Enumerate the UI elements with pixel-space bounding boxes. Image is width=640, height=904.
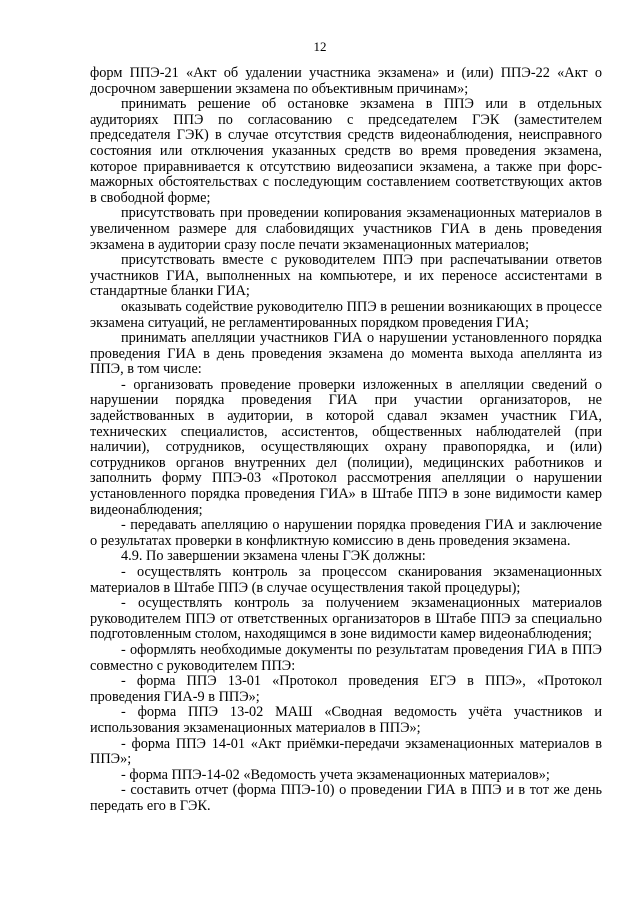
body-paragraph: - организовать проведение проверки изложенных в апелляции сведений о нарушении порядка проведения ГИА при участии организаторов, не задействованных в аудитории, в которой сдавал экзамен участник ГИА, технических специалистов, ассистентов, общественных наблюдателей (при наличии), сотрудников, осуществляющих охрану правопорядка, и (или) сотрудников органов внутренних дел (полиции), медицинских работников и заполнить форму ППЭ-03 «Протокол рассмотрения апелляции о нарушении установленного порядка проведения ГИА» в Штабе ППЭ в зоне видимости камер видеонаблюдения; — [90, 376, 602, 518]
body-paragraph: - составить отчет (форма ППЭ-10) о проведении ГИА в ППЭ и в тот же день передать его в ГЭК. — [90, 782, 602, 814]
body-paragraph: оказывать содействие руководителю ППЭ в решении возникающих в процессе экзамена ситуаций, не регламентированных порядком проведения ГИА; — [90, 298, 602, 331]
body-paragraph: присутствовать при проведении копирования экзаменационных материалов в увеличенном размере для слабовидящих участников ГИА в день проведения экзамена в аудитории сразу после печати экзаменационных материалов; — [90, 205, 602, 253]
body-paragraph: присутствовать вместе с руководителем ППЭ при распечатывании ответов участников ГИА, выполненных на компьютере, и их переносе ассистентами в стандартные бланки ГИА; — [90, 252, 602, 300]
body-paragraph: принимать решение об остановке экзамена в ППЭ или в отдельных аудиториях ППЭ по согласованию с председателем ГЭК (заместителем председателя ГЭК) в случае отсутствия средств видеонаблюдения, неисправного состояния или отключения указанных средств во время проведения экзамена, которое приравнивается к отсутствию видеозаписи экзамена, а также при форс-мажорных обстоятельствах с последующим составлением соответствующих актов в свободной форме; — [90, 96, 602, 206]
body-paragraph: - осуществлять контроль за получением экзаменационных материалов руководителем ППЭ от ответственных организаторов в Штабе ППЭ за специально подготовленным столом, находящимся в зоне видимости камер видеонаблюдения; — [90, 595, 602, 643]
document-body — [90, 66, 602, 815]
body-paragraph: форм ППЭ-21 «Акт об удалении участника экзамена» и (или) ППЭ-22 «Акт о досрочном завершении экзамена по объективным причинам»; — [90, 65, 602, 97]
page-number: 12 — [313, 39, 327, 54]
body-paragraph: принимать апелляции участников ГИА о нарушении установленного порядка проведения ГИА в день проведения экзамена до момента выхода апеллянта из ППЭ, в том числе: — [90, 330, 602, 378]
body-paragraph: - передавать апелляцию о нарушении порядка проведения ГИА и заключение о результатах проверки в конфликтную комиссию в день проведения экзамена. — [90, 517, 602, 549]
body-paragraph: - форма ППЭ 13-01 «Протокол проведения ЕГЭ в ППЭ», «Протокол проведения ГИА-9 в ППЭ»; — [90, 673, 602, 705]
body-paragraph: - форма ППЭ-14-02 «Ведомость учета экзаменационных материалов»; — [121, 766, 550, 783]
body-paragraph: - форма ППЭ 13-02 МАШ «Сводная ведомость учёта участников и использования экзаменационных материалов в ППЭ»; — [90, 704, 602, 736]
body-paragraph: 4.9. По завершении экзамена члены ГЭК должны: — [121, 548, 426, 565]
body-paragraph: - осуществлять контроль за процессом сканирования экзаменационных материалов в Штабе ППЭ (в случае осуществления такой процедуры); — [90, 564, 602, 596]
body-paragraph: - оформлять необходимые документы по результатам проведения ГИА в ППЭ совместно с руководителем ППЭ: — [90, 641, 602, 674]
body-paragraph: - форма ППЭ 14-01 «Акт приёмки-передачи экзаменационных материалов в ППЭ»; — [90, 735, 602, 768]
